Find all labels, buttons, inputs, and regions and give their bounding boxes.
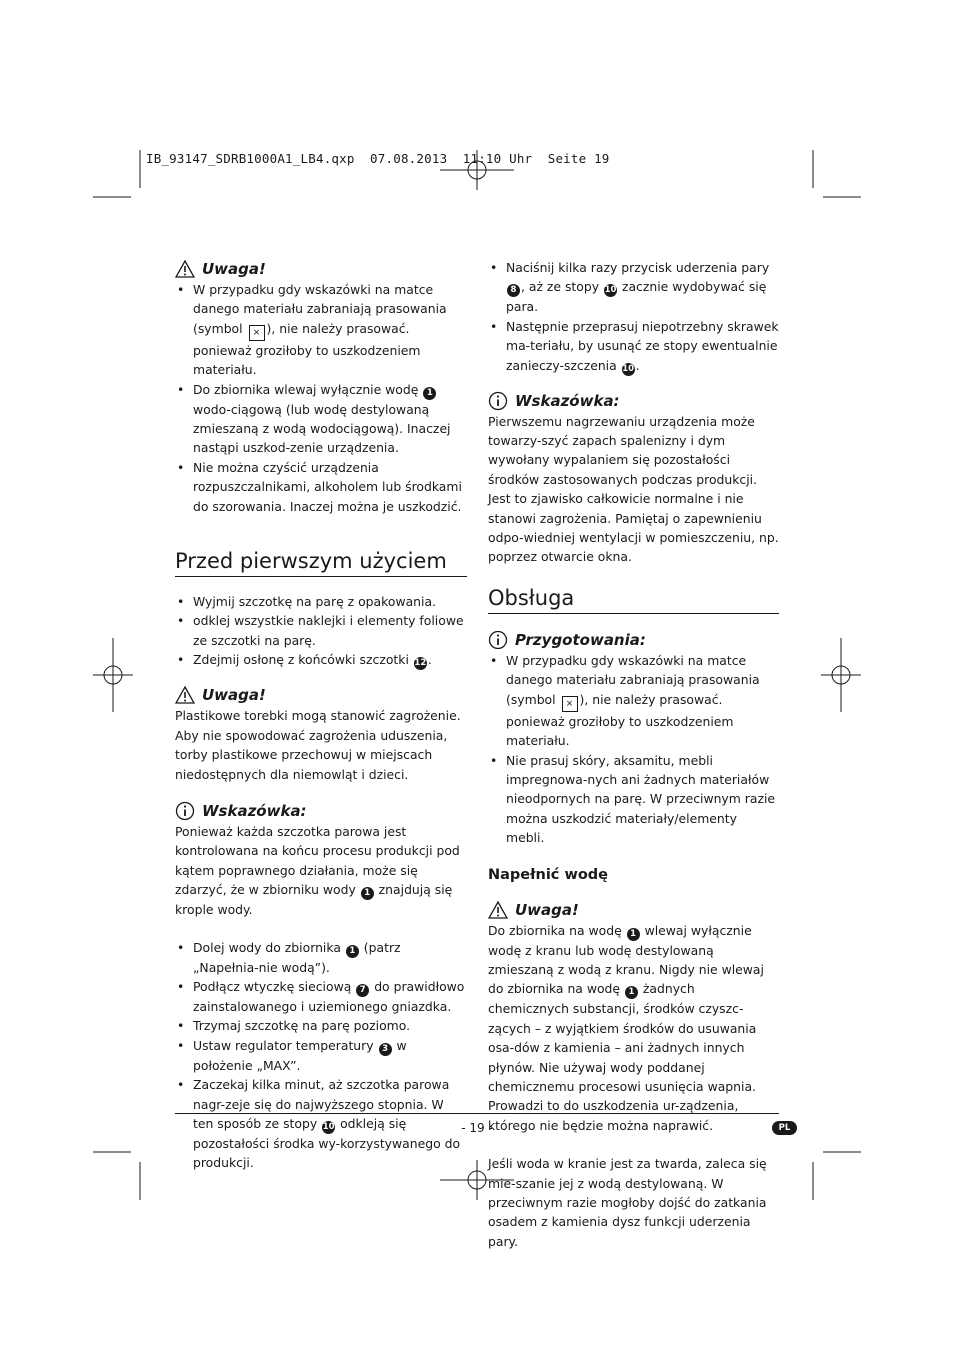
- hint-text: Pierwszemu nagrzewaniu urządzenia może towarzy-szyć zapach spalenizny i dym wywołany wypalaniem się pozostałości środków zastosowanych podczas produkcji. Jest to zjawisko całkowicie normalne i nie stanowi zagrożenia. Pamiętaj o zapewnieniu odpo-wiedniej wentylacji w pomieszczeniu, np. poprzez otwarcie okna.: [488, 413, 779, 565]
- list-item: • Nie prasuj skóry, aksamitu, mebli impregnowa-nych ani żadnych materiałów nieodpornych na parę. W przeciwnym razie można uszkodzić materiały/elementy mebli.: [488, 751, 779, 848]
- subsection-title: Napełnić wodę: [488, 866, 609, 883]
- hint-heading: [175, 800, 467, 822]
- part-number-badge: 1: [423, 387, 436, 400]
- list-item: • Do zbiornika wlewaj wyłącznie wodę 1 wodo-ciągową (lub wodę destylowaną zmieszaną z wodą wodociągową). Inaczej nastąpi uszkod-zenie urządzenia.: [175, 380, 467, 458]
- part-number-badge: 8: [507, 284, 520, 297]
- section-title: Obsługa: [488, 584, 779, 614]
- no-ironing-symbol-icon: ⨯: [562, 696, 578, 712]
- warning-heading: [175, 258, 467, 280]
- warning-title: Uwaga!: [202, 686, 266, 705]
- list-item: • Zdejmij osłonę z końcówki szczotki 12 .: [175, 650, 467, 670]
- hint-title: Wskazówka:: [515, 391, 620, 410]
- registration-mark-left: [93, 638, 133, 712]
- part-number-badge: 1: [625, 986, 638, 999]
- warning-heading: [488, 899, 779, 921]
- info-icon: [488, 391, 508, 411]
- warning-triangle-icon: [175, 686, 195, 704]
- warning-title: Uwaga!: [515, 900, 579, 919]
- first-use-list: [175, 592, 467, 670]
- warning-triangle-icon: [175, 260, 195, 278]
- list-item: • Podłącz wtyczkę sieciową 7 do prawidłowo zainstalowanego i uziemionego gniazdka.: [175, 977, 467, 1016]
- list-item: • W przypadku gdy wskazówki na matce danego materiału zabraniają prasowania (symbol ⨯ ), nie należy prasować. ponieważ groziłoby to uszkodzeniem materiału.: [175, 280, 467, 380]
- section-title: Przed pierwszym użyciem: [175, 547, 467, 577]
- warning-text: Do zbiornika na wodę 1 wlewaj wyłącznie wodę z kranu lub wodę destylowaną zmieszaną z wodą z kranu. Nigdy nie wlewaj do zbiornika na wodę 1 żadnych chemicznych substancji, środków czyszc-zących – z wyjątkiem środków do usuwania osa-dów z kamienia – ani żadnych innych płynów. Nie używaj wody poddanej chemicznemu procesowi usunięcia wapnia. Prowadzi to do uszkodzenia ur-ządzenia, którego nie będzie można naprawić.: [488, 922, 764, 1133]
- info-icon: [488, 630, 508, 650]
- part-number-badge: 1: [627, 928, 640, 941]
- warning-text: Plastikowe torebki mogą stanowić zagrożenie. Aby nie spowodować zagrożenia uduszenia, torby plastikowe przechowuj w miejscach niedostępnych dla niemowląt i dzieci.: [175, 708, 461, 782]
- list-item: • Wyjmij szczotkę na parę z opakowania.: [175, 592, 467, 611]
- steps-list: [175, 938, 467, 1173]
- list-item: • W przypadku gdy wskazówki na matce danego materiału zabraniają prasowania (symbol ⨯ ), nie należy prasować. ponieważ groziłoby to uszkodzeniem materiału.: [488, 651, 779, 751]
- warning-list: [175, 280, 467, 516]
- part-number-badge: 1: [361, 887, 374, 900]
- hint-title: Wskazówka:: [202, 801, 307, 820]
- left-column: [175, 258, 467, 1173]
- warning-triangle-icon: [488, 901, 508, 919]
- part-number-badge: 12: [414, 658, 427, 669]
- part-number-badge: 10: [622, 363, 635, 374]
- list-item: • Trzymaj szczotkę na parę poziomo.: [175, 1016, 467, 1035]
- page-number: - 19 -: [461, 1121, 493, 1135]
- list-item: • Zaczekaj kilka minut, aż szczotka parowa nagr-zeje się do najwyższego stopnia. W ten sposób ze stopy 10 odkleją się pozostałości środka wy-korzystywanego do produkcji.: [175, 1075, 467, 1173]
- list-item: • Naciśnij kilka razy przycisk uderzenia pary 8 , aż ze stopy 10 zacznie wydobywać się para.: [488, 258, 779, 317]
- list-item: • Nie można czyścić urządzenia rozpuszczalnikami, alkoholem lub środkami do szorowania. Inaczej można je uszkodzić.: [175, 458, 467, 516]
- list-item: • Ustaw regulator temperatury 3 w położenie „MAX”.: [175, 1036, 467, 1075]
- file-header: IB_93147_SDRB1000A1_LB4.qxp 07.08.2013 11:10 Uhr Seite 19: [146, 151, 610, 166]
- hard-water-text: Jeśli woda w kranie jest za twarda, zaleca się mie-szanie jej z wodą destylowaną. W przeciwnym razie mogłoby dojść do zatkania osadem z kamienia dysz funkcji uderzenia pary.: [488, 1156, 767, 1249]
- warning-heading: [175, 684, 467, 706]
- list-item: • Dolej wody do zbiornika 1 (patrz „Napełnia-nie wodą”).: [175, 938, 467, 977]
- no-ironing-symbol-icon: ⨯: [249, 325, 265, 341]
- hint-heading: [488, 629, 779, 651]
- preparation-list: [488, 651, 779, 848]
- registration-mark-right: [821, 638, 861, 712]
- list-item: • Następnie przeprasuj niepotrzebny skrawek ma-teriału, by usunąć ze stopy ewentualnie zanieczy-szczenia 10 .: [488, 317, 779, 376]
- hint-title: Przygotowania:: [515, 630, 646, 649]
- warning-title: Uwaga!: [202, 260, 266, 278]
- list-item: • odklej wszystkie naklejki i elementy foliowe ze szczotki na parę.: [175, 611, 467, 650]
- part-number-badge: 3: [379, 1043, 392, 1056]
- hint-heading: [488, 390, 779, 412]
- part-number-badge: 1: [346, 945, 359, 958]
- hint-text: Ponieważ każda szczotka parowa jest kontrolowana na końcu procesu produkcji pod kątem poprawnego działania, może się zdarzyć, że w zbiorniku wody 1 znajdują się krople wody.: [175, 823, 460, 918]
- part-number-badge: 7: [356, 984, 369, 997]
- part-number-badge: 10: [322, 1121, 335, 1132]
- steps-continued-list: [488, 258, 779, 376]
- right-column: [488, 258, 779, 1251]
- part-number-badge: 10: [604, 285, 617, 296]
- footer-divider: [175, 1113, 779, 1114]
- language-badge: PL: [772, 1121, 797, 1135]
- info-icon: [175, 801, 195, 821]
